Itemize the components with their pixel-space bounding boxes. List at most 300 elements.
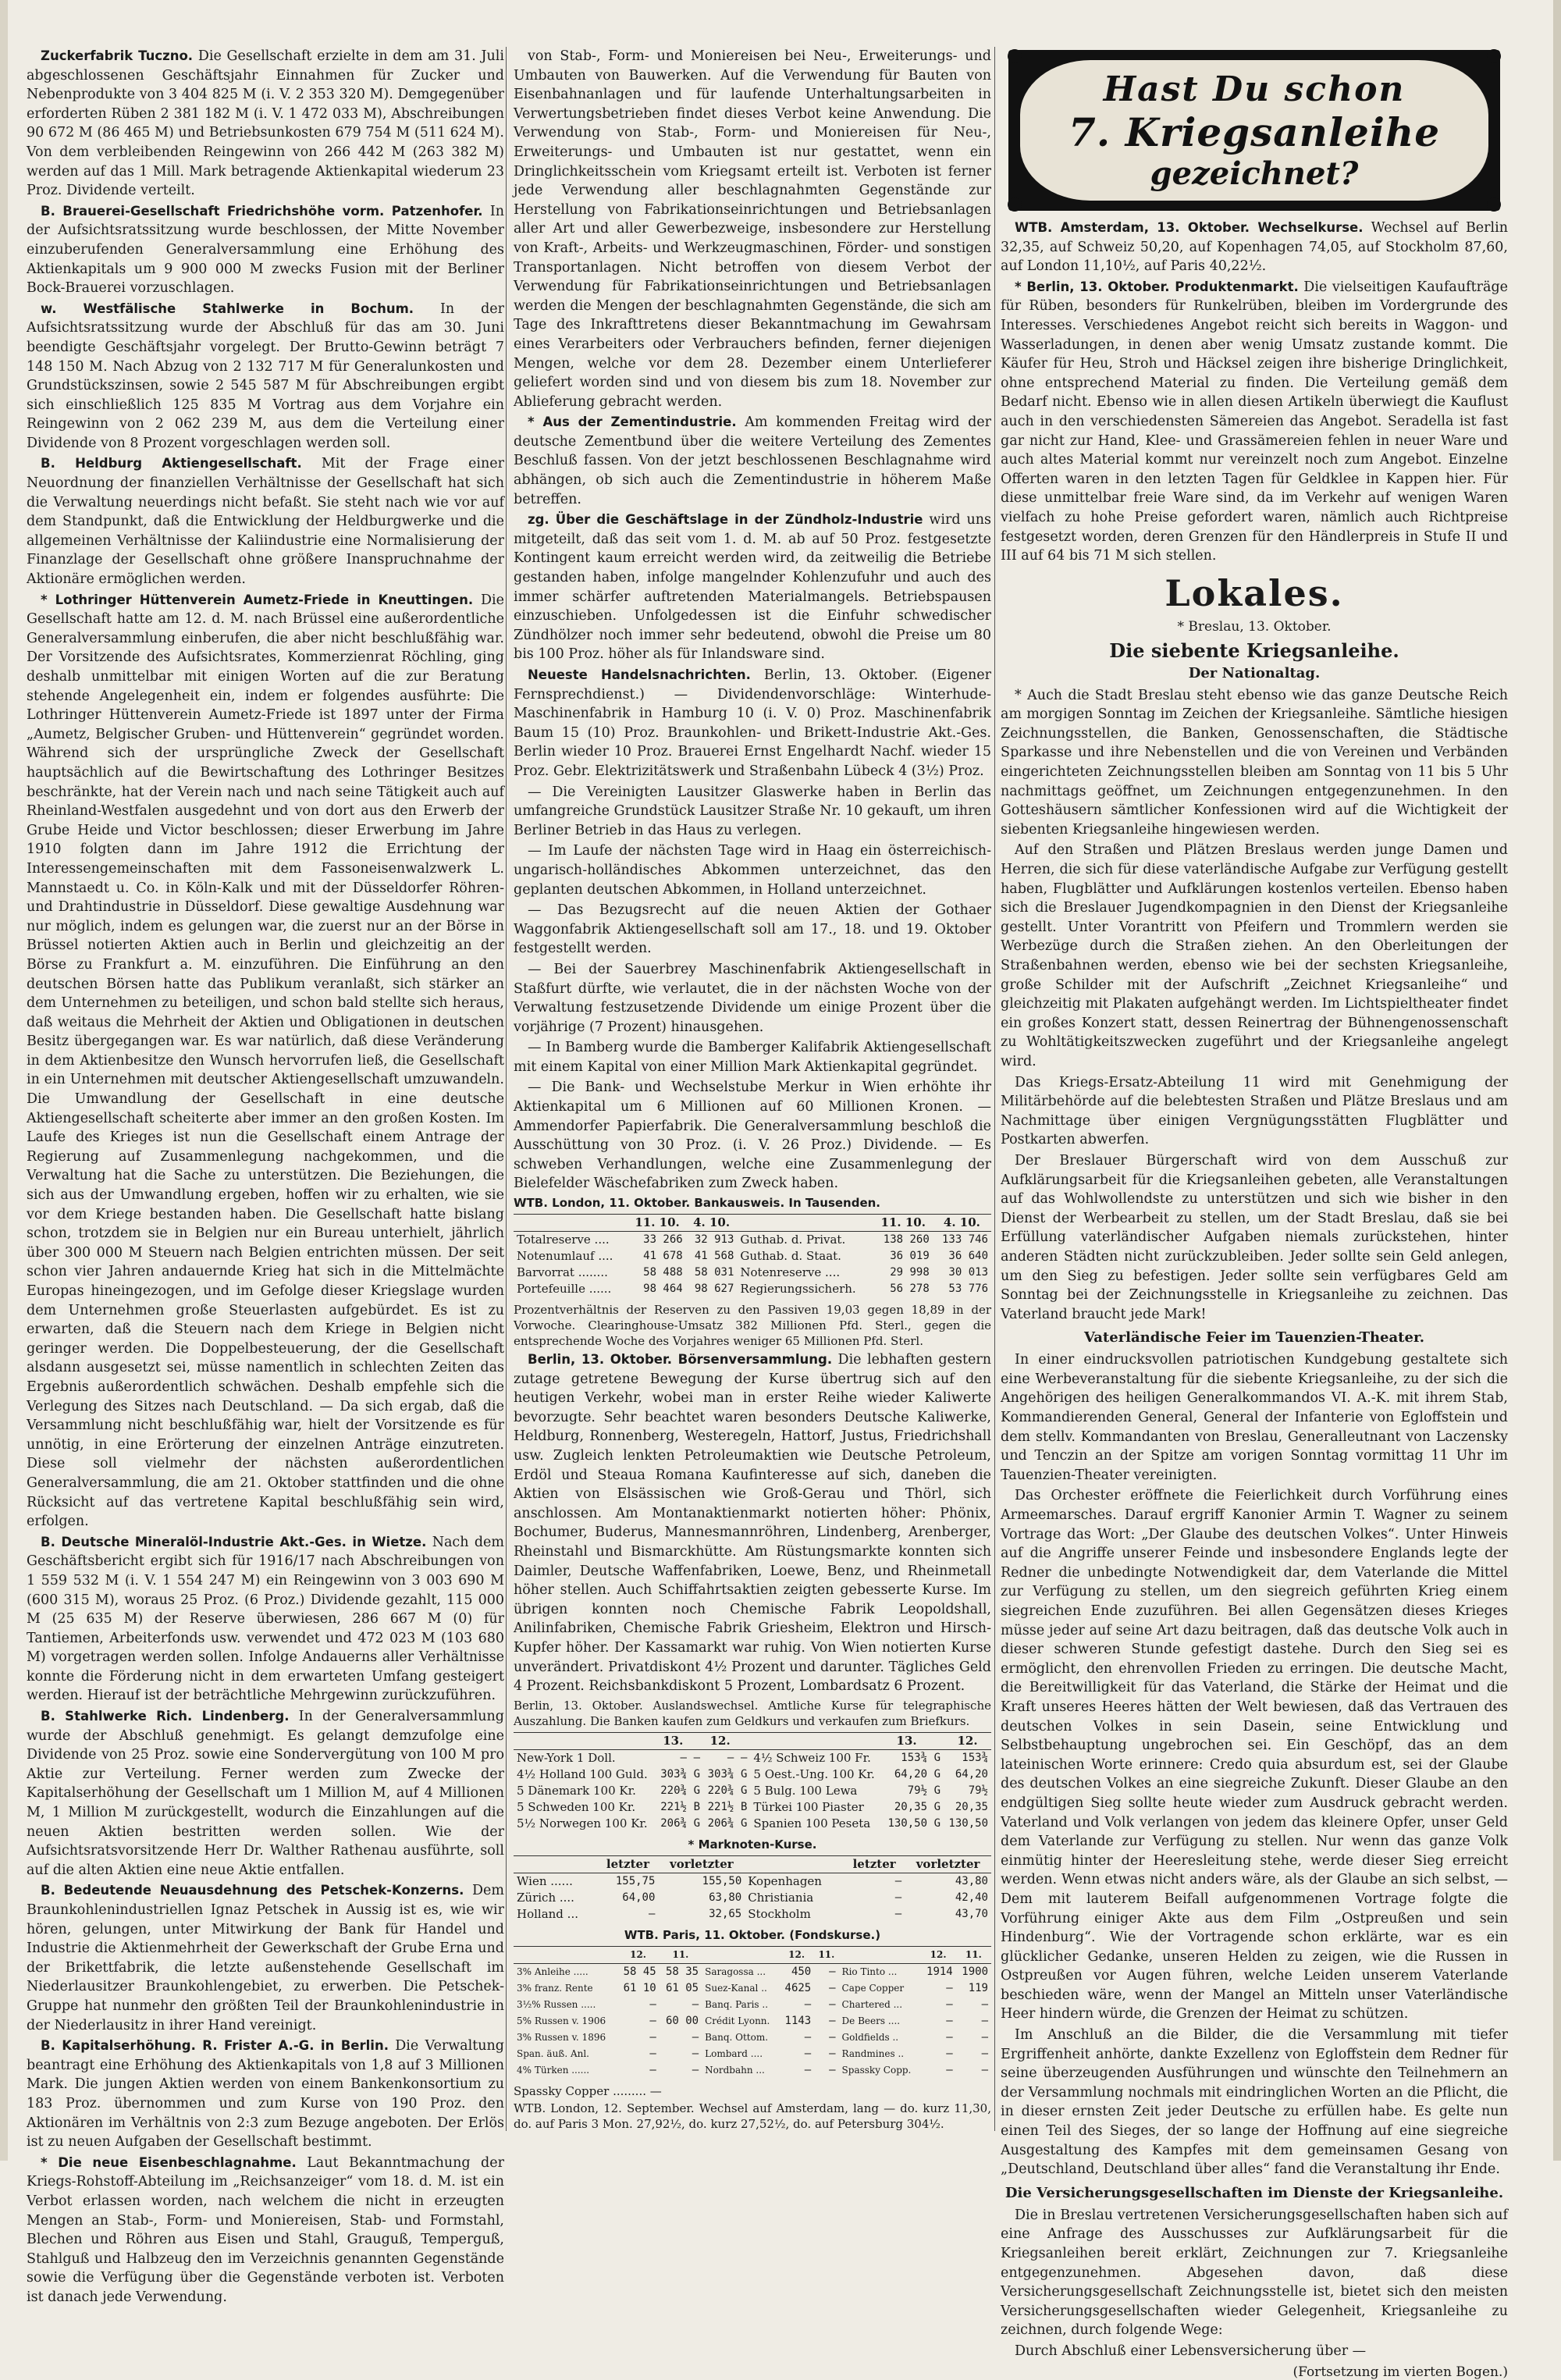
lokales-paragraphs (1001, 686, 1508, 1325)
article-text: Das Kriegs-Ersatz-Abteilung 11 wird mit Genehmigung der Militärbehörde auf die belebtesten Straßen und Plätze Breslaus und am Nachmittage über einigen Vergnügungsstätten Flugblätter und Postkarten abwerfen. (1001, 1074, 1508, 1148)
table-header-cell: 12. (779, 1946, 814, 1963)
london-wechsel-note: WTB. London, 12. September. Wechsel auf Amsterdam, lang — do. kurz 11,30, do. auf Paris 3 Mon. 27,92½, do. kurz 27,52½, do. auf Petersburg 304½. (514, 2101, 991, 2131)
table-cell: — (804, 1998, 812, 2011)
lokales-title: Lokales. (1165, 571, 1344, 614)
table-cell: 206¾ (707, 1816, 734, 1830)
table-cell: — (693, 1751, 700, 1764)
table-cell: — (946, 2063, 953, 2076)
table-cell: — (649, 2030, 656, 2044)
table-header-cell (745, 1855, 844, 1873)
ad-corner-ornament (1008, 49, 1022, 63)
column-2-paragraphs (514, 47, 991, 1194)
article-paragraph (27, 2037, 504, 2152)
table-row (514, 1890, 991, 1906)
article-paragraph (27, 1881, 504, 2035)
article-paragraph (1001, 219, 1508, 276)
table-cell: New-York 1 Doll. (517, 1750, 616, 1765)
table-cell: 58 45 (623, 1965, 656, 1978)
table-cell: 5 Oest.-Ung. 100 Kr. (753, 1766, 875, 1781)
article-heading: * Die neue Eisenbeschlagnahme. (41, 2154, 297, 2170)
table-cell: Notenreserve .... (740, 1265, 841, 1280)
paris-fondskurse-table (514, 1946, 991, 2079)
article-heading: * Lothringer Hüttenverein Aumetz-Friede in Kneuttingen. (41, 592, 474, 607)
table-cell: 32,65 (709, 1907, 742, 1920)
table-cell: Suez-Kanal .. (705, 1982, 767, 1994)
table-cell: 64,20 (955, 1767, 988, 1781)
article-text: In der Aufsichtsratssitzung wurde der Abschluß für das am 30. Juni beendigte Geschäftsjahr vorgelegt. Der Brutto-Gewinn beträgt 7 148 150 M. Nach Abzug von 2 132 717 M für Generalunkosten und Grundstückszinsen, sowie 2 545 587 M für Abschreibungen ergibt sich einschließlich 125 835 M Vortrag aus dem Vorjahre ein Reingewinn von 2 062 239 M, aus dem die Verteilung einer Dividende von 8 Prozent vorgeschlagen werden soll. (27, 301, 505, 451)
table-cell: 63,80 (709, 1891, 742, 1904)
article-text: In der Generalversammlung wurde der Abschluß genehmigt. Es gelangt demzufolge eine Dividende von 25 Proz. sowie eine Sondervergütung von 100 M pro Aktie zur Verteilung. Ferner werden zum Zwecke der Kapitalserhöhung der Gesellschaft um 1 Million M, auf 4 Millionen M, 1 Million M zurückgestellt, wodurch die Einzahlungen auf die neuen Aktien bestritten werden sollen. Wie der Aufsichtsratsvorsitzende Herr Dr. Walther Rathenau ausführte, soll auf die alten Aktien eine neue Aktie entfallen. (27, 1709, 504, 1878)
table-header-cell: 12. (921, 1946, 956, 1963)
table-header-cell: 12. (617, 1946, 659, 1963)
article-paragraph (514, 511, 991, 664)
table-cell: 30 013 (948, 1266, 988, 1279)
table-header-cell (930, 1732, 944, 1749)
table-cell: B (693, 1800, 700, 1813)
table-cell: 220¾ (707, 1784, 734, 1797)
table-header-cell: 13. (883, 1732, 930, 1749)
ad-corner-ornament (1487, 49, 1501, 63)
table-row (514, 1963, 991, 1980)
table-cell: — (649, 2047, 656, 2060)
versicherung-title: Die Versicherungsgesellschaften im Dienste der Kriegsanleihe. (1005, 2184, 1504, 2201)
table-cell: 119 (968, 1981, 988, 1994)
article-text: — Die Bank- und Wechselstube Merkur in Wien erhöhte ihr Aktienkapital um 6 Millionen auf 60 Millionen Kronen. — Ammendorfer Papierfabrik. Die Generalversammlung beschloß die Ausschüttung von 30 Proz. (i. V. 26 Proz.) Dividende. — Es schweben Verhandlungen, welche eine Zusammenlegung der Bielefelder Wäschefabriken zum Zweck haben. (514, 1080, 991, 1192)
table-row (514, 2030, 991, 2046)
table-cell: — (829, 2047, 836, 2060)
article-heading: w. Westfälische Stahlwerke in Bochum. (41, 301, 414, 316)
article-paragraph (514, 1038, 991, 1076)
article-heading: Zuckerfabrik Tuczno. (41, 48, 194, 63)
table-cell: B (740, 1800, 748, 1813)
table-cell: — (829, 1981, 836, 1994)
table-cell: Portefeuille ...... (517, 1282, 612, 1297)
table-cell: Türkei 100 Piaster (753, 1799, 864, 1814)
table-header-cell (690, 1732, 703, 1749)
table-row (514, 1873, 991, 1890)
table-row (514, 1816, 991, 1832)
paris-caption: WTB. Paris, 11. Oktober. (Fondskurse.) (624, 1927, 881, 1942)
table-cell: — (740, 1751, 748, 1764)
table-cell: Span. äuß. Anl. (517, 2047, 589, 2059)
table-cell: 20,35 (955, 1800, 988, 1813)
article-paragraph (514, 783, 991, 841)
table-header-cell: vorletzter (658, 1855, 745, 1873)
table-cell: 20,35 (894, 1800, 928, 1813)
table-cell: Barvorrat ........ (517, 1265, 608, 1280)
table-cell: 4½ Schweiz 100 Fr. (753, 1750, 871, 1765)
article-paragraph (514, 1078, 991, 1194)
table-cell: 5 Bulg. 100 Lewa (753, 1783, 858, 1798)
article-paragraph (1001, 686, 1508, 840)
article-text: Die vielseitigen Kaufaufträge für Rüben, besonders für Runkelrüben, bleiben im Vordergrunde des Interesses. Verschiedenes Angebot reicht sich bereits in Waggon- und Wasserladungen, in denen aber wenig Umsatz zustande kommt. Die Käufer für Heu, Stroh und Häcksel zeigen ihre bisherige Dringlichkeit, ohne entsprechend Material zu finden. Die Verteilung gemäß dem Bedarf nicht. Ebenso wie in allen diesen Artikeln überwiegt die Kauflust auch in den verschiedensten Sämereien das Angebot. Seradella ist fast gar nicht zur Hand, Klee- und Grassämereien fehlen in neuer Ware und auch altes Material kommt nur vereinzelt noch zum Angebot. Einzelne Offerten waren in den letzten Tagen für Geldklee in Kappen hier. Für diese unmittelbar freie Ware sind, da im Verkehr auf wenigen Waren vielfach zu hohe Preise gefordert waren, nämlich auch Richtpreise festgesetzt worden, deren Grenzen für den Händlerpreis in Stufe II und III auf 64 bis 71 M sich stellen. (1001, 279, 1509, 564)
table-cell: G (740, 1816, 748, 1830)
ad-line-1: Hast Du schon (1103, 69, 1406, 109)
article-text: von Stab-, Form- und Moniereisen bei Neu-, Erweiterungs- und Umbauten von Bauwerken. Auf die Verwendung für Bauten von Eisenbahnanlagen und für laufende Unterhaltungsarbeiten in Verwertungsbetrieben findet dieses Verbot keine Anwendung. Die Verwendung von Stab-, Form- und Moniereisen für Neu-, Erweiterungs- und Umbauten ist nur gestattet, wenn ein Dringlichkeitsschein vom Kriegsamt erteilt ist. Verboten ist ferner jede Verwendung aller beschlagnahmten Gegenstände zur Herstellung von Fabrikationseinrichtungen und Betriebsanlagen aller Art und aller Gewerbezweige, insbesondere zur Herstellung von Kraft-, Arbeits- und Werkzeugmaschinen, Förder- und sonstigen Transportanlagen. Nicht betroffen von diesem Verbot der Verwendung für Fabrikationseinrichtungen und Betriebsanlagen werden die Mengen der beschlagnahmten Gegenstände, die sich am Tage des Inkrafttretens dieser Bekanntmachung im Gewahrsam eines Verarbeiters oder Verbrauchers befinden, ferner diejenigen Mengen, welche vor dem 28. Dezember einem Unterlieferer geliefert worden sind und von diesem bis zum 18. November zur Ablieferung gebracht werden. (514, 48, 991, 410)
table-cell: Crédit Lyonn. (705, 2015, 770, 2026)
article-paragraph (1001, 1350, 1508, 1485)
article-paragraph (1001, 1073, 1508, 1150)
table-cell: De Beers .... (841, 2015, 901, 2026)
continued-note: (Fortsetzung im vierten Bogen.) (1293, 2364, 1508, 2380)
table-cell: 130,50 (887, 1816, 928, 1830)
table-cell: — (981, 2063, 988, 2076)
article-text: Berlin, 13. Oktober. (Eigener Fernsprechdienst.) — Dividendenvorschläge: Winterhude-Maschinenfabrik in Hamburg 10 (i. V. 0) Proz. Maschinenfabrik Baum 15 (10) Proz. Braunkohlen- und Brikett-Industrie Akt.-Ges. Berlin wieder 10 Proz. Brauerei Ernst Engelhardt Nachf. wieder 15 Proz. Gebr. Elektrizitätswerk und Straßenbahn Lübeck 4 (3½) Proz. (514, 667, 991, 779)
table-cell: — (981, 2014, 988, 2027)
table-row (514, 1906, 991, 1923)
table-cell: — (692, 1998, 699, 2011)
article-paragraph (27, 47, 504, 201)
table-cell: — (727, 1751, 734, 1764)
table-cell: — (946, 2047, 953, 2060)
table-cell: 3% Russen v. 1896 (517, 2031, 606, 2043)
table-cell: G (933, 1751, 941, 1764)
article-paragraph (27, 202, 504, 298)
table-header-cell: letzter (597, 1855, 658, 1873)
table-cell: G (740, 1784, 748, 1797)
table-cell: — (648, 1907, 656, 1920)
table-cell: — (692, 2063, 699, 2076)
feier-title: Vaterländische Feier im Tauenzien-Theater. (1083, 1329, 1425, 1347)
table-cell: 79½ (968, 1784, 988, 1797)
article-heading: B. Kapitalserhöhung. R. Frister A.-G. in Berlin. (41, 2038, 389, 2054)
article-paragraph (27, 1533, 504, 1706)
article-text: — Das Bezugsrecht auf die neuen Aktien der Gothaer Waggonfabrik Aktiengesellschaft soll am 17., 18. und 19. Oktober festgestellt werden. (514, 902, 991, 957)
table-cell: 303¾ (660, 1767, 687, 1781)
table-cell: Christiania (748, 1890, 814, 1905)
article-heading: B. Brauerei-Gesellschaft Friedrichshöhe vorm. Patzenhofer. (41, 203, 483, 219)
table-row (514, 1766, 991, 1783)
table-cell: — (894, 1874, 902, 1887)
column-3-market-paragraphs (1001, 219, 1508, 566)
table-cell: 33 266 (643, 1233, 683, 1247)
table-row (514, 2062, 991, 2079)
article-paragraph (1001, 2206, 1508, 2340)
boerse-paragraph (514, 1350, 991, 1696)
table-row (514, 1997, 991, 2013)
ad-text-panel (1020, 60, 1488, 201)
table-cell: 42,40 (955, 1891, 988, 1904)
table-cell: 1143 (784, 2014, 812, 2027)
table-cell: 130,50 (948, 1816, 988, 1830)
article-text: Wechsel auf Berlin 32,35, auf Schweiz 50,20, auf Kopenhagen 74,05, auf Stockholm 87,60, auf London 11,10½, auf Paris 40,22½. (1001, 220, 1508, 275)
article-text: — Die Vereinigten Lausitzer Glaswerke haben in Berlin das umfangreiche Grundstück Lausitzer Straße Nr. 10 gekauft, um ihren Berliner Betrieb in das Haus zu verlegen. (514, 784, 991, 838)
table-cell: G (933, 1800, 941, 1813)
table-row (514, 1265, 991, 1281)
ad-corner-ornament (1487, 197, 1501, 212)
article-paragraph (27, 2154, 504, 2307)
article-text: Auf den Straßen und Plätzen Breslaus werden junge Damen und Herren, die sich für diese vaterländische Aufgabe zur Verfügung gestellt haben, Flugblätter und Aufklärungen kostenlos verteilen. Ebenso haben sich die Breslauer Jugendkompagnien in den Dienst der Kriegsanleihe gestellt. Unter Vorantritt von Pfeifern und Trommlern werden sie Werbezüge durch die Straßen ziehen. An den Oberleitungen der Straßenbahnen werden, ebenso wie bei der sechsten Kriegsanleihe, große Schilder mit der Aufschrift „Zeichnet Kriegsanleihe“ und gleichzeitig mit Plakaten aufgehängt werden. Im Lichtspieltheater findet ein großes Konzert statt, dessen Reinertrag der Bühnengenossenschaft zu Wohltätigkeitszwecken zugeführt und der Kriegsanleihe angelegt wird. (1001, 842, 1508, 1069)
article-text: Die in Breslau vertretenen Versicherungsgesellschaften haben sich auf eine Anfrage des Ausschusses zur Aufklärungsarbeit für die Kriegsanleihen bereit erklärt, Zeichnungen zur 7. Kriegsanleihe entgegenzunehmen. Abgesehen davon, daß diese Versicherungsgesellschaft Zeichnungsstelle ist, bietet sich den meisten Versicherungsgesellschaften wieder Gelegenheit, Kriegsanleihe zu zeichnen, durch folgende Wege: (1001, 2207, 1508, 2339)
table-cell: 5% Russen v. 1906 (517, 2015, 606, 2026)
table-row (514, 1232, 991, 1249)
table-header-cell: letzter (844, 1855, 905, 1873)
table-cell: 36 640 (948, 1250, 988, 1263)
table-cell: Spassky Copp. (841, 2064, 912, 2076)
kriegsanleihe-title: Die siebente Kriegsanleihe. (1109, 639, 1399, 662)
table-cell: Cape Copper (841, 1982, 905, 1994)
table-cell: G (693, 1767, 700, 1781)
table-cell: 155,75 (615, 1874, 656, 1887)
table-cell: 60 00 (665, 2014, 699, 2027)
table-cell: 153¾ (962, 1751, 988, 1764)
article-heading: zg. Über die Geschäftslage in der Zündholz-Industrie (528, 512, 923, 528)
table-cell: 29 998 (890, 1266, 930, 1279)
table-cell: 206¾ (660, 1816, 687, 1830)
table-header-cell (737, 1732, 750, 1749)
table-cell: 36 019 (890, 1250, 930, 1263)
article-paragraph (514, 841, 991, 899)
war-bond-advertisement (1008, 50, 1500, 211)
table-header-cell: 11. (814, 1946, 838, 1963)
table-cell: G (740, 1767, 748, 1781)
versicherung-paragraphs (1001, 2206, 1508, 2361)
table-cell: 1900 (962, 1965, 988, 1978)
table-header-cell (514, 1215, 628, 1232)
london-table-caption: WTB. London, 11. Oktober. Bankausweis. In Tausenden. (514, 1196, 881, 1211)
article-text: Mit der Frage einer Neuordnung der finanziellen Verhältnisse der Gesellschaft hat sich die Verwaltung neuerdings nicht befaßt. Sie steht nach wie vor auf dem Standpunkt, daß die Entwicklung der Heldburgwerke und die allgemeinen Verhältnisse der Kaliindustrie eine Normalisierung der Finanzlage der Gesellschaft ohne größere Inanspruchnahme der Aktionäre ermöglichen werden. (27, 456, 504, 588)
article-text: Dem Braunkohlenindustriellen Ignaz Petschek in Aussig ist es, wie wir hören, gelungen, unter Mitwirkung der Bank für Handel und Industrie die Aktienmehrheit der Gewerkschaft der Grube Erna und der Brikettfabrik, die letzte außenstehende Gesellschaft im Niederlausitzer Braunkohlengebiet, zu erwerben. Die Petschek-Gruppe hat nunmehr den größten Teil der Braunkohlenindustrie in der Niederlausitz in ihrer Hand vereinigt. (27, 1883, 504, 2033)
table-cell: Spanien 100 Peseta (753, 1816, 871, 1830)
table-cell: 450 (791, 1965, 812, 1978)
table-cell: 221½ (660, 1800, 687, 1813)
table-header-cell: 11. 10. (874, 1215, 933, 1232)
table-cell: Lombard .... (705, 2047, 763, 2059)
table-cell: 5 Dänemark 100 Kr. (517, 1783, 636, 1798)
table-cell: — (829, 1965, 836, 1978)
table-cell: Rio Tinto ... (841, 1966, 898, 1977)
table-cell: 4% Türken ...... (517, 2064, 590, 2076)
table-cell: 56 278 (890, 1282, 930, 1296)
table-cell: — (649, 1998, 656, 2011)
table-cell: Banq. Paris .. (705, 1998, 769, 2010)
scan-right-edge (1553, 0, 1561, 2161)
table-cell: — (981, 2047, 988, 2060)
table-cell: — (829, 1998, 836, 2011)
article-text: Der Breslauer Bürgerschaft wird von dem Ausschuß zur Aufklärungsarbeit für die Kriegsanleihen gebeten, alle Veranstaltungen auf das Wohlwollendste zu unterstützen und sich wie bisher in den Dienst der Werbearbeit zu stellen, um der Stadt Breslau, daß sie bei Erfüllung vaterländischer Aufgaben niemals zurückstehen, hinter anderen Städten nicht zurückzubleiben. Jeder sollte sein Geld anlegen, um den Sieg zu befestigen. Jeder sollte sein verfügbares Geld am Sonntag bei der Zeichnungsstelle in Kriegsanleihe zu zeichnen. Das Vaterland braucht jede Mark! (1001, 1152, 1508, 1322)
table-cell: 4½ Holland 100 Guld. (517, 1766, 648, 1781)
table-header-cell (737, 1215, 873, 1232)
table-row (514, 1980, 991, 1997)
article-text: Laut Bekanntmachung der Kriegs-Rohstoff-Abteilung im „Reichsanzeiger“ vom 18. d. M. ist ein Verbot erlassen worden, nach welchem die nicht in erzeugten Mengen an Stab-, Form- und Moniereisen, Stab- und Formstahl, Blechen und Röhren aus Eisen und Stahl, Grauguß, Temperguß, Stahlguß und Halbzeug den im Verzeichnis genannten Gegenstände sowie die Verfügung über die Gegenstände verboten ist. Verboten ist danach jede Verwendung. (27, 2154, 504, 2305)
table-header-cell (514, 1732, 656, 1749)
article-heading: * Aus der Zementindustrie. (528, 414, 737, 430)
table-row (514, 1248, 991, 1265)
article-text: Das Orchester eröffnete die Feierlichkeit durch Vorführung eines Armeemarsches. Darauf ergriff Kanonier Armin T. Wagner zu seinem Vortrage das Wort: „Der Glaube des deutschen Volkes“. Unter Hinweis auf die Angriffe unserer Feinde und insbesondere Englands legte der Redner die unbedingte Notwendigkeit dar, dem Vaterlande die Mittel zur Verfügung zu stellen, um den siegreich geführten Krieg einem siegreichen Ende zuzuführen. Bei allen Gegensätzen dieses Krieges müsse jeder auf seine Art dazu beitragen, daß das deutsche Volk auch in dieser schweren Stunde gefestigt dastehe. Durch den Sieg sei es ermöglicht, den ehrenvollen Frieden zu erringen. Die deutsche Macht, die Bereitwilligkeit für das Vaterland, die Stärke der Heimat und die Kraft unseres Heeres hätten der Welt bewiesen, daß das Vertrauen des deutschen Volkes in sein Dasein, seine Entwicklung und Selbstbehauptung ungebrochen sei. Ein Geschöpf, das an dem lateinischen Worte erinnere: Credo quia absurdum est, sei der Glaube des deutschen Volkes an eine siegreiche Zukunft. Dieser Glaube an den endgültigen Sieg sollte heute wieder zum Ausdruck gebracht werden. Vaterland und Volk verlangen von jedem das kleinere Opfer, unser Geld dem Vaterlande zur Verfügung zu stellen. Nur wenn das ganze Volk einmütig hinter der Heeresleitung stehe, werde dieser Sieg erreicht werden. Wenn etwas nicht anders wäre, als der Glaube an sich selbst, — Dem mit lauterem Beifall aufgenommenen Vortrage folgte die Vorführung einiger Akte aus dem Film „Ostpreußen und sein Hindenburg“. Wie der Vortragende schon erklärte, war es ein glücklicher Gedanke, unseren Helden zu zeigen, wie die Russen in Ostpreußen vor Augen führen, welche Leiden unserem Vaterlande beschieden wäre, wenn der Mangel an Mitteln unser Vaterländische Heer hindern würde, die Grenzen der Heimat zu schützen. (1001, 1488, 1508, 2022)
article-paragraph (1001, 2342, 1508, 2361)
column-1 (27, 47, 505, 2305)
article-text: In einer eindrucksvollen patriotischen Kundgebung gestaltete sich eine Werbeveranstaltung für die siebente Kriegsanleihe, zu der sich die Angehörigen des heiligen Generalkommandos VI. A.-K. mit ihrem Stab, Kommandierenden General, General der Infanterie von Egloffstein und dem stellv. Kommandanten von Breslau, Generalleutnant von Laczensky und Tenczin an der Spitze am vorigen Sonntag vormittag 11 Uhr im Tauenzien-Theater vereinigten. (1001, 1352, 1508, 1483)
column-rule (994, 47, 995, 2131)
table-row (514, 1799, 991, 1816)
table-header-cell: 11. (956, 1946, 991, 1963)
article-paragraph (514, 960, 991, 1037)
london-table-note: Prozentverhältnis der Reserven zu den Passiven 19,03 gegen 18,89 in der Vorwoche. Clearinghouse-Umsatz 382 Millionen Pfd. Sterl., gegen die entsprechende Woche des Vorjahres weniger 65 Millionen Pfd. Sterl. (514, 1303, 991, 1349)
table-cell: Stockholm (748, 1906, 811, 1921)
table-cell: — (981, 2030, 988, 2044)
table-header-cell: 4. 10. (686, 1215, 738, 1232)
spassky-line: Spassky Copper ......... — (514, 2083, 662, 2098)
article-paragraph (514, 413, 991, 509)
table-cell: 43,70 (955, 1907, 988, 1920)
table-cell: 58 488 (643, 1266, 683, 1279)
table-cell: 32 913 (694, 1233, 734, 1247)
table-cell: Goldfields .. (841, 2031, 899, 2043)
table-cell: Totalreserve .... (517, 1233, 610, 1247)
table-cell: 3% Anleihe ..... (517, 1966, 588, 1977)
table-cell: 221½ (707, 1800, 734, 1813)
article-paragraph (27, 300, 504, 454)
markkurse-caption: * Marknoten-Kurse. (688, 1837, 817, 1852)
table-row (514, 1281, 991, 1297)
table-cell: Guthab. d. Staat. (740, 1249, 841, 1264)
table-cell: 5½ Norwegen 100 Kr. (517, 1816, 648, 1830)
article-heading: WTB. Amsterdam, 13. Oktober. Wechselkurse. (1015, 220, 1364, 235)
article-paragraph (1001, 278, 1508, 566)
feier-paragraphs (1001, 1350, 1508, 2179)
article-text: Die Gesellschaft erzielte in dem am 31. Juli abgeschlossenen Geschäftsjahr Einnahmen für Zucker und Nebenprodukte von 3 404 825 M (i. V. 2 353 320 M). Demgegenüber erforderten Rüben 2 381 182 M (i. V. 1 472 033 M), Abschreibungen 90 672 M (86 465 M) und Betriebsunkosten 679 754 M (511 624 M). Von dem verbleibenden Reingewinn von 266 442 M (263 382 M) werden auf das 1 Mill. Mark betragende Aktienkapital wiederum 23 Proz. Dividende verteilt. (27, 48, 504, 199)
table-cell: 61 05 (665, 1981, 699, 1994)
table-header-cell: vorletzter (905, 1855, 991, 1873)
column-2 (514, 47, 991, 2147)
table-cell: 4625 (784, 1981, 812, 1994)
table-cell: Saragossa ... (705, 1966, 766, 1977)
table-cell: — (946, 1981, 953, 1994)
table-cell: 138 260 (883, 1233, 930, 1247)
table-cell: 155,50 (702, 1874, 742, 1887)
article-heading: B. Deutsche Mineralöl-Industrie Akt.-Ges. in Wietze. (41, 1534, 427, 1549)
article-heading: B. Heldburg Aktiengesellschaft. (41, 456, 302, 471)
lokales-dateline: * Breslau, 13. Oktober. (1177, 618, 1332, 635)
article-text: Am kommenden Freitag wird der deutsche Zementbund über die weitere Verteilung des Zementes Beschluß fassen. Von der jetzt beschlossenen Beschlagnahme wird abhängen, ob sich auch die Zementindustrie in höherem Maße betreffen. (514, 414, 991, 507)
devisen-table (514, 1732, 991, 1832)
table-cell: — (649, 2014, 656, 2027)
table-cell: Guthab. d. Privat. (740, 1233, 846, 1247)
table-cell: 58 35 (665, 1965, 699, 1978)
article-heading: * Berlin, 13. Oktober. Produktenmarkt. (1015, 279, 1299, 294)
table-cell: 133 746 (941, 1233, 988, 1247)
london-bank-table (514, 1214, 991, 1297)
marknoten-table (514, 1855, 991, 1923)
article-paragraph (514, 901, 991, 959)
article-text: — Bei der Sauerbrey Maschinenfabrik Aktiengesellschaft in Staßfurt dürfte, wie verlautet, die in der nächsten Woche von der Verwaltung festzusetzende Dividende um einige Prozent über die vorjährige (7 Prozent) hinausgehen. (514, 961, 991, 1035)
table-header-cell (514, 1946, 617, 1963)
table-cell: 98 627 (694, 1282, 734, 1296)
ad-line-3: gezeichnet? (1150, 155, 1359, 192)
article-paragraph (27, 1707, 504, 1880)
table-cell: 41 678 (643, 1250, 683, 1263)
table-cell: Kopenhagen (748, 1873, 822, 1888)
table-cell: — (804, 2063, 812, 2076)
table-header-cell: 12. (944, 1732, 991, 1749)
table-row (514, 1783, 991, 1799)
table-cell: — (804, 2030, 812, 2044)
article-heading: B. Stahlwerke Rich. Lindenberg. (41, 1709, 290, 1724)
ad-corner-ornament (1008, 197, 1022, 212)
table-header-cell (514, 1855, 597, 1873)
table-cell: — (829, 2014, 836, 2027)
table-header-cell (702, 1946, 779, 1963)
table-cell: Regierungssicherh. (740, 1282, 856, 1297)
article-text: — Im Laufe der nächsten Tage wird in Haag ein österreichisch-ungarisch-holländisches Abkommen unterzeichnet, das den geplanten deutschen Abkommen, in Holland unterzeichnet. (514, 843, 991, 898)
table-cell: Notenumlauf .... (517, 1249, 613, 1264)
article-text: wird uns mitgeteilt, daß das seit vom 1. d. M. ab auf 50 Proz. festgesetzte Kontingent kaum erreicht werden wird, da zeitweilig die Betriebe gestanden haben, infolge mangelnder Kohlenzufuhr und auch des immer schärfer auftretenden Materialmangels. Betriebspausen einzuschieben. Unfolgedessen ist die Einfuhr schwedischer Zündhölzer noch immer sehr bedeutend, obwohl die Preise um 80 bis 100 Proz. höher als für Inlandsware sind. (514, 512, 991, 663)
table-cell: 220¾ (660, 1784, 687, 1797)
article-paragraph (1001, 1151, 1508, 1324)
devisen-caption: Berlin, 13. Oktober. Auslandswechsel. Amtliche Kurse für telegraphische Auszahlung. Die Banken kaufen zum Geldkurs und verkaufen zum Briefkurs. (514, 1698, 991, 1728)
table-cell: — (680, 1751, 687, 1764)
table-cell: 1914 (926, 1965, 953, 1978)
table-cell: Zürich .... (517, 1890, 574, 1905)
table-cell: — (649, 2063, 656, 2076)
table-cell: — (946, 1998, 953, 2011)
table-cell: — (946, 2014, 953, 2027)
table-cell: Wien ...... (517, 1873, 573, 1888)
nationaltag-subtitle: Der Nationaltag. (1188, 664, 1321, 681)
table-cell: 5 Schweden 100 Kr. (517, 1799, 636, 1814)
article-text: Die Gesellschaft hatte am 12. d. M. nach Brüssel eine außerordentliche Generalversammlung einberufen, die aber nicht beschlußfähig war. Der Vorsitzende des Aufsichtsrates, Kommerzienrat Röchling, ging deshalb unmittelbar mit einigen Worten auf die zur Beratung stehende Angelegenheit ein, indem er folgendes ausführte: Die Lothringer Hüttenverein Aumetz-Friede ist 1897 unter der Firma „Aumetz, Belgischer Gruben- und Hüttenverein“ gegründet worden. Während sich der ursprüngliche Zweck der Gesellschaft hauptsächlich auf die Bewirtschaftung des Lothringer Besitzes beschränkte, hat der Verein nach und nach seine Tätigkeit auch auf Rheinland-Westfalen ausgedehnt und von dort aus den Erwerb der Grube Heide und Victor beschlossen; dieser Erwerbung im Jahre 1910 folgten dann im Jahre 1912 die Errichtung der Interessengemeinschaften mit dem Fassoneisenwalzwerk L. Mannstaedt u. Co. in Köln-Kalk und mit der Düsseldorfer Röhren- und Drahtindustrie in Düsseldorf. Diese gewaltige Ausdehnung war nur möglich, indem es gelungen war, die zuerst nur an der Börse in Brüssel notierten Aktien auch in Berlin und gleichzeitig an der Börse zu Frankfurt a. M. einzuführen. Die Einführung an den deutschen Börsen hatte das Publikum veranlaßt, sich stärker an dem Unternehmen zu beteiligen, und schon bald stellte sich heraus, daß weitaus die Mehrheit der Aktien und Obligationen in deutschen Besitz übergegangen war. Es war natürlich, daß diese Veränderung in dem Aktienbesitze den Wunsch hervorrufen ließ, die Gesellschaft in ein Unternehmen mit deutscher Aktiengesellschaft umzuwandeln. Die Umwandlung der Gesellschaft in eine deutsche Aktiengesellschaft scheiterte aber immer an den großen Kosten. Im Laufe des Krieges ist nun die Gesellschaft einem Antrage der Regierung auf Zusammenlegung nachgekommen, und die Verwaltung hat die Sache zu unterstützen. Die Beziehungen, die sich aus der Umwandlung ergeben, hoffen wir zu erhalten, wie sie vor dem Kriege bestanden haben. Die Gesellschaft hatte bislang schon, trotzdem sie in Belgien nur ein Bureau unterhielt, jährlich über 300 000 M Steuern nach Belgien entrichten müssen. Der seit schon vier Jahren andauernde Krieg hat sich in die Mittelmächte Europas hineingezogen, und im Gefolge dieser Kriegslage wurden dem Unternehmen große Steuerlasten aufgebürdet. Es ist zu erwarten, daß die Steuern nach dem Kriege in Belgien nicht geringer werden. Die Doppelbesteuerung, der die Gesellschaft alsdann ausgesetzt sei, müsse namentlich in schlechten Zeiten das Ergebnis außerordentlich schwächen. Deshalb empfehle sich die Verlegung des Sitzes nach Deutschland. — Da sich ergab, daß die Versammlung nicht beschlußfähig war, hielt der Vorsitzende es für unnötig, in eine Erörterung der einzelnen Anträge einzutreten. Diese soll vielmehr der nächsten außerordentlichen Generalversammlung, die am 21. Oktober stattfinden und die ohne Rücksicht auf das vertretene Kapital beschlußfähig sein wird, erfolgen. (27, 592, 504, 1530)
table-cell: Banq. Ottom. (705, 2031, 769, 2043)
table-cell: 64,20 (894, 1767, 928, 1781)
article-paragraph (1001, 841, 1508, 1071)
table-row (514, 1749, 991, 1766)
article-paragraph (27, 454, 504, 589)
article-heading: Neueste Handelsnachrichten. (528, 667, 751, 682)
table-cell: 98 464 (643, 1282, 683, 1296)
table-cell: G (933, 1816, 941, 1830)
table-cell: 3% franz. Rente (517, 1982, 593, 1994)
article-text: Nach dem Geschäftsbericht ergibt sich für 1916/17 nach Abschreibungen von 1 559 532 M (i. V. 1 554 247 M) ein Reingewinn von 3 003 690 M (600 315 M), woraus 25 Proz. (6 Proz.) Dividende gezahlt, 115 000 M (25 635 M) der Reserve überwiesen, 286 667 M (0) für Tantiemen, Arbeiterfonds usw. verwendet und 472 023 M (103 680 M) vorgetragen werden sollen. Infolge Andauerns aller Verhältnisse konnte die Förderung nicht in dem erwarteten Umfang gesteigert werden. Hierauf ist der beträchtliche Mehrgewinn zurückzuführen. (27, 1534, 504, 1704)
article-heading: B. Bedeutende Neuausdehnung des Petschek-Konzerns. (41, 1883, 464, 1898)
table-header-cell: 11. (660, 1946, 702, 1963)
article-paragraph (514, 666, 991, 781)
table-cell: 153¾ (901, 1751, 928, 1764)
table-cell: — (804, 2047, 812, 2060)
table-cell: — (894, 1907, 902, 1920)
article-paragraph (27, 591, 504, 1532)
table-cell: 43,80 (955, 1874, 988, 1887)
table-cell: Chartered ... (841, 1998, 903, 2010)
table-header-cell: 13. (656, 1732, 690, 1749)
article-text: In der Aufsichtsratssitzung wurde beschlossen, der Mitte November einzuberufenden Generalversammlung eine Erhöhung des Aktienkapitals um 9 900 000 M zwecks Fusion mit der Berliner Bock-Brauerei vorzuschlagen. (27, 203, 504, 297)
scan-left-edge (0, 0, 8, 2161)
table-cell: Randmines .. (841, 2047, 905, 2059)
article-text: Durch Abschluß einer Lebensversicherung über — (1015, 2343, 1367, 2359)
table-cell: Nordbahn ... (705, 2064, 765, 2076)
article-paragraph (514, 47, 991, 411)
table-header-cell: 4. 10. (933, 1215, 991, 1232)
table-cell: — (894, 1891, 902, 1904)
article-paragraph (1001, 1486, 1508, 2024)
table-cell: Holland ... (517, 1906, 578, 1921)
table-header-cell: 12. (703, 1732, 737, 1749)
table-cell: 64,00 (622, 1891, 656, 1904)
article-text: * Auch die Stadt Breslau steht ebenso wie das ganze Deutsche Reich am morgigen Sonntag im Zeichen der Kriegsanleihe. Sämtliche hiesigen Zeichnungsstellen, die Banken, Genossenschaften, die Städtische Sparkasse und ihre Nebenstellen und die von Vereinen und Verbänden eingerichteten Zeichnungsstellen bleiben am Sonntag von 11 bis 5 Uhr nachmittags geöffnet, um Zeichnungen entgegenzunehmen. In den Gotteshäusern sämtlicher Konfessionen wird auf die Wichtigkeit der siebenten Kriegsanleihe hingewiesen werden. (1001, 687, 1508, 838)
table-row (514, 2046, 991, 2062)
table-header-cell: 11. 10. (628, 1215, 685, 1232)
column-3 (1001, 47, 1509, 2380)
table-cell: G (933, 1767, 941, 1781)
boerse-text: Die lebhaften gestern zutage getretene Bewegung der Kurse übertrug sich auf den heutigen Verkehr, wobei man in erster Reihe wieder Kaliwerte bevorzugte. Sehr beachtet waren besonders Deutsche Kaliwerke, Heldburg, Ronnenberg, Westeregeln, Hattorf, Justus, Friedrichshall usw. Zugleich lenkten Petroleumaktien wie Deutsche Petroleum, Erdöl und Steaua Romana Kaufinteresse auf sich, daneben die Aktien von Elsässischen wie Groß-Gerau und Thörl, sich anschlossen. Am Montanaktienmarkt notierten höher: Phönix, Bochumer, Buderus, Mannesmannröhren, Lindenberg, Arenberger, Rheinstahl und Bismarckhütte. Am Rüstungsmarkte konnten sich Daimler, Deutsche Waffenfabriken, Loewe, Benz, und Rheinmetall höher stellen. Auch Schiffahrtsaktien zeigten gebesserte Kurse. Im übrigen konnten noch Chemische Fabrik Leopoldshall, Anilinfabriken, Chemische Fabrik Griesheim, Elektron und Hirsch-Kupfer höher. Der Kassamarkt war ruhig. Von Wien notierten Kurse unverändert. Privatdiskont 4½ Prozent und darunter. Tägliches Geld 4 Prozent. Reichsbankdiskont 5 Prozent, Lombardsatz 6 Prozent. (514, 1352, 991, 1695)
table-cell: G (693, 1816, 700, 1830)
table-cell: — (692, 2030, 699, 2044)
table-cell: 58 031 (694, 1266, 734, 1279)
column-rule (506, 47, 507, 2131)
table-cell: — (692, 2047, 699, 2060)
table-header-cell (839, 1946, 921, 1963)
article-text: — In Bamberg wurde die Bamberger Kalifabrik Aktiengesellschaft mit einem Kapital von einer Million Mark Aktienkapital gegründet. (514, 1040, 991, 1075)
table-cell: 53 776 (948, 1282, 988, 1296)
